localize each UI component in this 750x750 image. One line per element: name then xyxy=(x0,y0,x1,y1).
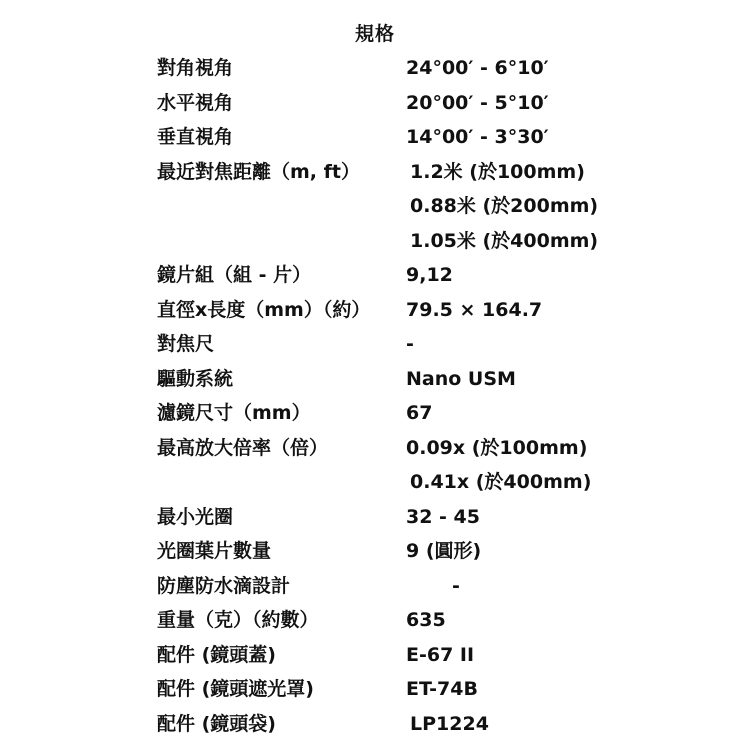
spec-value: 635 xyxy=(406,609,446,631)
spec-label: 最高放大倍率（倍） xyxy=(157,436,329,459)
spec-row-filter-size xyxy=(0,396,750,431)
spec-row-weight xyxy=(0,603,750,638)
spec-value: 67 xyxy=(406,402,433,424)
spec-value: 9 (圓形) xyxy=(406,540,482,562)
spec-label: 配件 (鏡頭蓋) xyxy=(157,643,276,666)
spec-value: 0.88米 (於200mm) xyxy=(410,195,599,217)
spec-value: LP1224 xyxy=(410,712,489,735)
spec-value: Nano USM xyxy=(406,367,516,390)
spec-value: 32 - 45 xyxy=(406,505,480,528)
spec-label: 直徑x長度（mm）（約） xyxy=(157,298,371,321)
spec-label: 水平視角 xyxy=(157,91,234,114)
spec-row-aperture-blades xyxy=(0,534,750,569)
spec-label: 最小光圈 xyxy=(157,505,234,528)
spec-value: 9,12 xyxy=(406,264,453,286)
spec-value: 0.09x (於100mm) xyxy=(406,436,588,459)
spec-label: 對焦尺 xyxy=(157,333,215,355)
spec-value: - xyxy=(452,574,460,597)
spec-row-focus-scale xyxy=(0,327,750,362)
spec-value: 1.2米 (於100mm) xyxy=(410,160,585,183)
spec-label: 配件 (鏡頭遮光罩) xyxy=(157,678,314,700)
spec-row-lens-hood xyxy=(0,672,750,707)
spec-row-min-focus-distance-200 xyxy=(0,189,750,224)
spec-row-max-magnification xyxy=(0,431,750,466)
spec-value: ET-74B xyxy=(406,678,478,700)
spec-row-min-focus-distance xyxy=(0,155,750,190)
spec-value: 79.5 × 164.7 xyxy=(406,298,543,321)
spec-label: 垂直視角 xyxy=(157,126,234,148)
spec-label: 驅動系統 xyxy=(157,367,234,390)
spec-label: 光圈葉片數量 xyxy=(157,540,272,562)
spec-value: 20°00′ - 5°10′ xyxy=(406,91,549,114)
spec-row-dimensions xyxy=(0,293,750,328)
spec-row-max-magnification-400 xyxy=(0,465,750,500)
spec-label: 最近對焦距離（m, ft） xyxy=(157,160,360,183)
spec-row-diagonal-angle xyxy=(0,51,750,86)
spec-label: 對角視角 xyxy=(157,57,234,79)
page-title: 規格 xyxy=(354,23,395,45)
spec-row-vertical-angle xyxy=(0,120,750,155)
spec-row-lens-construction xyxy=(0,258,750,293)
spec-label: 重量（克）（約數） xyxy=(157,609,319,631)
spec-row-horizontal-angle xyxy=(0,86,750,121)
spec-label: 濾鏡尺寸（mm） xyxy=(157,402,311,424)
spec-row-weather-sealing xyxy=(0,569,750,604)
spec-value: - xyxy=(406,333,414,355)
spec-row-lens-cap xyxy=(0,638,750,673)
spec-label: 配件 (鏡頭袋) xyxy=(157,712,276,735)
spec-label: 鏡片組（組 - 片） xyxy=(157,264,312,286)
spec-row-min-aperture xyxy=(0,500,750,535)
spec-row-lens-case xyxy=(0,707,750,742)
spec-value: 1.05米 (於400mm) xyxy=(410,229,599,252)
spec-value: 24°00′ - 6°10′ xyxy=(406,57,549,79)
spec-value: 14°00′ - 3°30′ xyxy=(406,126,549,148)
spec-table xyxy=(0,51,750,741)
spec-value: E-67 II xyxy=(406,643,475,666)
spec-value: 0.41x (於400mm) xyxy=(410,471,592,493)
spec-label: 防塵防水滴設計 xyxy=(157,574,291,597)
spec-row-drive-system xyxy=(0,362,750,397)
spec-row-min-focus-distance-400 xyxy=(0,224,750,259)
